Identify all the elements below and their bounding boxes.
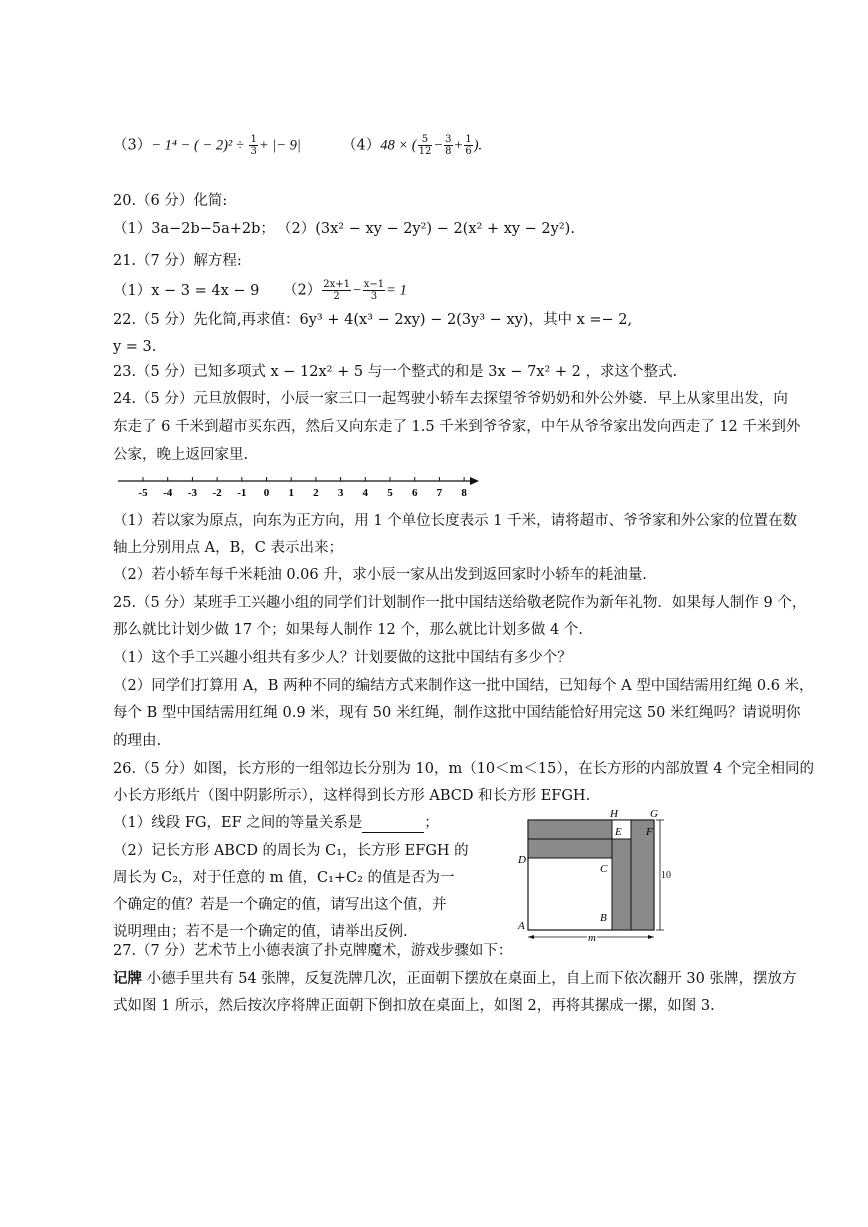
q27-line1-text: 小德手里共有 54 张牌，反复洗牌几次，正面朝下摆放在桌面上，自上而下依次翻开 30 张牌，摆放方	[142, 971, 797, 987]
number-line	[113, 472, 483, 502]
answer-blank[interactable]	[362, 818, 424, 833]
q25-p1: （1）这个手工兴趣小组共有多少人？计划要做的这批中国结有多少个？	[113, 650, 572, 666]
axis-tick-label: -5	[138, 487, 148, 499]
label-g: G	[650, 808, 658, 820]
axis-tick-label: 3	[337, 487, 344, 499]
fraction-one-third	[249, 134, 257, 157]
axis-tick-label: 6	[411, 487, 418, 499]
fraction-x1-3	[363, 279, 385, 302]
frac-numerator: 1	[250, 134, 257, 145]
q22-line1: 22.（5 分）先化简,再求值：6y³ + 4(x³ − 2xy) − 2(3y³ − xy)，其中 x =− 2,	[113, 312, 633, 328]
q19-part3	[113, 134, 301, 157]
q26-p2-line4: 说明理由；若不是一个确定的值，请举出反例.	[113, 924, 408, 940]
label-b: B	[600, 912, 607, 924]
q24-p2: （2）若小轿车每千米耗油 0.06 升，求小辰一家从出发到返回家时小轿车的耗油量.	[113, 567, 647, 583]
q26-line2: 小长方形纸片（图中阴影所示），这样得到长方形 ABCD 和长方形 EFGH.	[113, 788, 591, 804]
axis-tick-label: -2	[212, 487, 222, 499]
axis-tick-label: -3	[187, 487, 197, 499]
q27-line2: 式如图 1 所示，然后按次序将牌正面朝下倒扣放在桌面上，如图 2，再将其摞成一摞，如图 3.	[113, 998, 715, 1014]
axis-tick-label: 8	[461, 487, 467, 499]
frac-numerator: 2x+1	[323, 279, 350, 290]
q19-p3-label: （3）	[113, 137, 152, 154]
axis-tick-label: 2	[313, 487, 319, 499]
fraction-2x1-2	[322, 279, 351, 302]
q20-part2: （2）(3x² − xy − 2y²) − 2(x² + xy − 2y²).	[277, 221, 575, 237]
q23-line1: 23.（5 分）已知多项式 x − 12x² + 5 与一个整式的和是 3x − 7x² + 2 ，求这个整式.	[113, 364, 678, 380]
rectangle-figure	[510, 805, 680, 945]
frac-denominator: 3	[250, 146, 257, 157]
q26-p1-text: （1）线段 FG，EF 之间的等量关系是	[113, 815, 363, 831]
q26-line1: 26.（5 分）如图，长方形的一组邻边长分别为 10，m（10＜m＜15），在长方形的内部放置 4 个完全相同的	[113, 761, 815, 777]
q24-p1-line2: 轴上分别用点 A，B，C 表示出来；	[113, 540, 343, 556]
frac-denominator: 12	[418, 146, 432, 157]
axis-tick-label: 1	[288, 487, 294, 499]
q24-line3: 公家，晚上返回家里.	[113, 447, 249, 463]
q21-title: 21.（7 分）解方程:	[113, 253, 242, 269]
q25-p2-line3: 的理由.	[113, 733, 162, 749]
q27-title: 27.（7 分）艺术节上小德表演了扑克牌魔术，游戏步骤如下：	[113, 943, 513, 959]
fraction-1-6	[464, 134, 472, 157]
q19-p3-expr-tail: + |− 9|	[258, 137, 301, 154]
q20-part1: （1）3a−2b−5a+2b；	[113, 221, 275, 237]
equals-one: = 1	[386, 282, 407, 299]
axis-tick-label: -4	[163, 487, 173, 499]
label-h: H	[610, 808, 618, 820]
q26-p2-line3: 个确定的值？若是一个确定的值，请写出这个值，并	[113, 897, 447, 913]
q19-p4-expr-tail: ).	[473, 137, 483, 154]
label-ten: 10	[661, 870, 671, 881]
q19-p4-expr: 48 × (	[380, 137, 417, 154]
q19-p3-expr: − 1⁴ − ( − 2)² ÷	[151, 137, 244, 154]
q24-line1: 24.（5 分）元旦放假时，小辰一家三口一起驾驶小轿车去探望爷爷奶奶和外公外婆．早上从家里出发，向	[113, 391, 788, 407]
frac-denominator: 3	[370, 291, 378, 302]
q19-p4-label: （4）	[342, 137, 381, 154]
axis-tick-label: 4	[362, 487, 369, 499]
minus-sign: −	[433, 137, 444, 154]
label-m: m	[588, 932, 596, 944]
q26-p2-line2: 周长为 C₂，对于任意的 m 值，C₁+C₂ 的值是否为一	[113, 870, 455, 886]
q27-label: 记牌	[113, 970, 142, 987]
q21-part1: （1）x − 3 = 4x − 9	[113, 283, 260, 299]
plus-sign: +	[453, 137, 464, 154]
q21-part2	[283, 279, 407, 302]
frac-numerator: 5	[418, 134, 433, 146]
label-a: A	[518, 920, 525, 932]
label-d: D	[518, 854, 526, 866]
frac-denominator: 2	[333, 291, 340, 302]
axis-tick-label: 7	[436, 487, 443, 499]
frac-denominator: 8	[445, 146, 452, 157]
axis-tick-label: 5	[387, 487, 393, 499]
q25-p2-line2: 每个 B 型中国结需用红绳 0.9 米，现有 50 米红绳，制作这批中国结能恰好用完这 50 米红绳吗？请说明你	[113, 705, 801, 721]
label-f: F	[646, 826, 653, 838]
minus-sign: −	[351, 282, 362, 299]
label-e: E	[615, 826, 622, 838]
q27-line1	[113, 969, 796, 989]
q20-title: 20.（6 分）化简:	[113, 193, 228, 209]
q25-line1: 25.（5 分）某班手工兴趣小组的同学们计划制作一批中国结送给敬老院作为新年礼物．如果每人制作 9 个，	[113, 595, 807, 611]
frac-numerator: x−1	[363, 279, 385, 290]
q26-p1	[113, 813, 439, 833]
q21-p2-label: （2）	[283, 282, 322, 299]
q22-line2: y = 3.	[113, 339, 157, 355]
frac-numerator: 1	[465, 134, 472, 145]
axis-tick-label: 0	[263, 487, 270, 499]
axis-tick-label: -1	[237, 487, 247, 499]
q24-line2: 东走了 6 千米到超市买东西，然后又向东走了 1.5 千米到爷爷家，中午从爷爷家出发向西走了 12 千米到外	[113, 419, 801, 435]
q26-p2-line1: （2）记长方形 ABCD 的周长为 C₁，长方形 EFGH 的	[113, 843, 469, 859]
q26-p1-end: ；	[424, 815, 439, 831]
q25-p2-line1: （2）同学们打算用 A，B 两种不同的编结方式来制作这一批中国结，已知每个 A 型中国结需用红绳 0.6 米，	[113, 678, 814, 694]
frac-numerator: 3	[445, 134, 452, 145]
q25-line2: 那么就比计划少做 17 个；如果每人制作 12 个，那么就比计划多做 4 个.	[113, 622, 583, 638]
label-c: C	[600, 863, 608, 875]
fraction-5-12	[418, 134, 433, 157]
q24-p1-line1: （1）若以家为原点，向东为正方向，用 1 个单位长度表示 1 千米，请将超市、爷爷家和外公家的位置在数	[113, 513, 798, 529]
frac-denominator: 6	[465, 146, 472, 157]
fraction-3-8	[444, 134, 452, 157]
q19-part4	[342, 134, 482, 157]
